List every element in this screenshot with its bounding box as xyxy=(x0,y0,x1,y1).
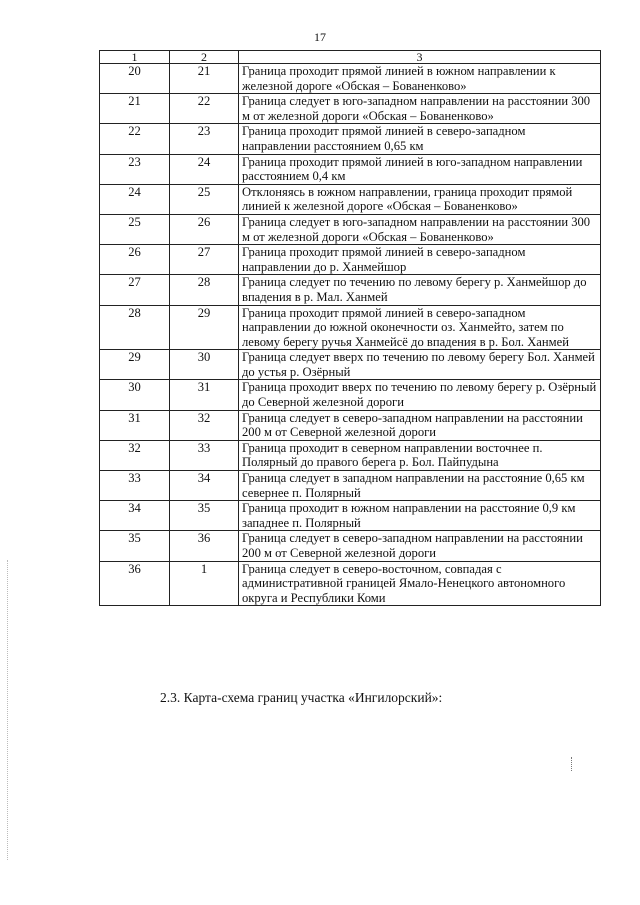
table-row xyxy=(100,64,601,94)
boundary-description: Граница проходит вверх по течению по левому берегу р. Озёрный до Северной железной дороги xyxy=(239,380,601,410)
point-to: 22 xyxy=(170,94,239,124)
point-from: 21 xyxy=(100,94,170,124)
boundary-description: Граница проходит в южном направлении на расстояние 0,9 км западнее п. Полярный xyxy=(239,501,601,531)
point-to: 30 xyxy=(170,350,239,380)
point-from: 32 xyxy=(100,440,170,470)
point-to: 34 xyxy=(170,471,239,501)
point-to: 28 xyxy=(170,275,239,305)
point-to: 33 xyxy=(170,440,239,470)
boundary-description: Граница следует в северо-восточном, совпадая с административной границей Ямало-Ненецкого автономного округа и Республики Коми xyxy=(239,561,601,606)
table-row xyxy=(100,184,601,214)
boundary-description: Граница проходит прямой линией в северо-западном направлении расстоянием 0,65 км xyxy=(239,124,601,154)
point-to: 23 xyxy=(170,124,239,154)
table-row xyxy=(100,94,601,124)
point-to: 36 xyxy=(170,531,239,561)
boundary-description: Граница следует в северо-западном направлении на расстоянии 200 м от Северной железной дороги xyxy=(239,410,601,440)
point-from: 26 xyxy=(100,245,170,275)
point-from: 36 xyxy=(100,561,170,606)
page-number: 17 xyxy=(314,30,326,44)
point-from: 29 xyxy=(100,350,170,380)
table-row xyxy=(100,531,601,561)
point-from: 24 xyxy=(100,184,170,214)
boundary-table xyxy=(99,50,601,606)
boundary-description: Граница проходит прямой линией в юго-западном направлении расстоянием 0,4 км xyxy=(239,154,601,184)
table-row xyxy=(100,214,601,244)
point-from: 35 xyxy=(100,531,170,561)
point-to: 35 xyxy=(170,501,239,531)
point-from: 31 xyxy=(100,410,170,440)
boundary-description: Граница следует по течению по левому берегу р. Ханмейшор до впадения в р. Мал. Ханмей xyxy=(239,275,601,305)
point-from: 33 xyxy=(100,471,170,501)
table-row xyxy=(100,440,601,470)
point-from: 30 xyxy=(100,380,170,410)
point-from: 25 xyxy=(100,214,170,244)
scan-mark-artifact xyxy=(571,757,573,771)
table-row xyxy=(100,380,601,410)
point-from: 20 xyxy=(100,64,170,94)
table-row xyxy=(100,410,601,440)
table-row xyxy=(100,471,601,501)
point-to: 31 xyxy=(170,380,239,410)
boundary-description: Граница проходит в северном направлении восточнее п. Полярный до правого берега р. Бол. Пайпудына xyxy=(239,440,601,470)
boundary-description: Граница следует в юго-западном направлении на расстоянии 300 м от железной дороги «Обская – Бованенково» xyxy=(239,214,601,244)
point-from: 23 xyxy=(100,154,170,184)
point-from: 22 xyxy=(100,124,170,154)
table-row xyxy=(100,501,601,531)
column-header-to: 2 xyxy=(170,51,239,64)
boundary-description: Отклоняясь в южном направлении, граница проходит прямой линией к железной дороге «Обская – Бованенково» xyxy=(239,184,601,214)
section-caption: 2.3. Карта-схема границ участка «Ингилорский»: xyxy=(160,690,443,705)
point-from: 27 xyxy=(100,275,170,305)
table-header-row xyxy=(100,51,601,64)
point-to: 1 xyxy=(170,561,239,606)
table-row xyxy=(100,350,601,380)
point-from: 34 xyxy=(100,501,170,531)
table-row xyxy=(100,154,601,184)
boundary-description: Граница проходит прямой линией в северо-западном направлении до р. Ханмейшор xyxy=(239,245,601,275)
point-to: 25 xyxy=(170,184,239,214)
boundary-description: Граница следует в западном направлении на расстояние 0,65 км севернее п. Полярный xyxy=(239,471,601,501)
boundary-description: Граница следует в северо-западном направлении на расстоянии 200 м от Северной железной дороги xyxy=(239,531,601,561)
boundary-description: Граница следует вверх по течению по левому берегу Бол. Ханмей до устья р. Озёрный xyxy=(239,350,601,380)
point-from: 28 xyxy=(100,305,170,350)
boundary-description: Граница проходит прямой линией в северо-западном направлении до южной оконечности оз. Ханмейто, затем по левому берегу ручья Ханмейсё до впадения в р. Бол. Ханмей xyxy=(239,305,601,350)
point-to: 21 xyxy=(170,64,239,94)
boundary-description: Граница следует в юго-западном направлении на расстоянии 300 м от железной дороги «Обская – Бованенково» xyxy=(239,94,601,124)
table-row xyxy=(100,245,601,275)
column-header-from: 1 xyxy=(100,51,170,64)
table-row xyxy=(100,275,601,305)
column-header-description: 3 xyxy=(239,51,601,64)
table-row xyxy=(100,561,601,606)
point-to: 24 xyxy=(170,154,239,184)
boundary-description: Граница проходит прямой линией в южном направлении к железной дороге «Обская – Бованенково» xyxy=(239,64,601,94)
table-row xyxy=(100,124,601,154)
point-to: 29 xyxy=(170,305,239,350)
scan-margin-artifact xyxy=(7,560,10,860)
point-to: 32 xyxy=(170,410,239,440)
point-to: 26 xyxy=(170,214,239,244)
table-row xyxy=(100,305,601,350)
point-to: 27 xyxy=(170,245,239,275)
